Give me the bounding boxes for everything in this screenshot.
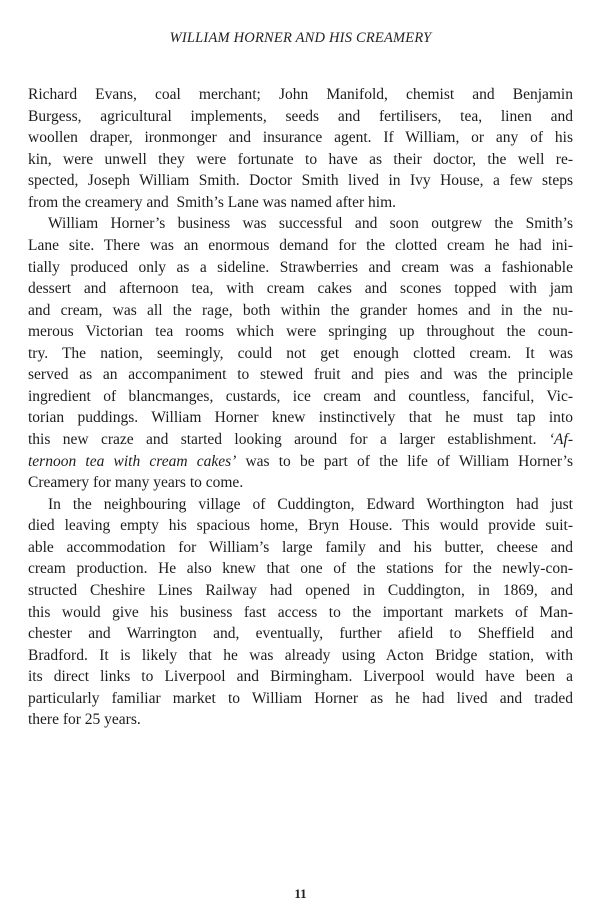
- text-line: spected, Joseph William Smith. Doctor Smith lived in Ivy House, a few steps: [28, 172, 573, 190]
- text-line: tially produced only as a sideline. Strawberries and cream was a fashionable: [28, 258, 573, 276]
- text-line: Richard Evans, coal merchant; John Manifold, chemist and Benjamin: [28, 86, 573, 103]
- text-line: died leaving empty his spacious home, Bryn House. This would provide suit-: [28, 517, 573, 535]
- text-line: served as an accompaniment to stewed fruit and pies and was the principle: [28, 366, 573, 384]
- paragraph: [28, 84, 573, 213]
- text-line: this would give his business fast access to the important markets of Man-: [28, 603, 573, 621]
- text-line: structed Cheshire Lines Railway had opened in Cuddington, in 1869, and: [28, 581, 573, 599]
- text-line: there for 25 years.: [28, 711, 141, 729]
- text-line: ingredient of blancmanges, custards, ice cream and countless, fanciful, Vic-: [28, 387, 573, 405]
- paragraph: [28, 213, 573, 493]
- text-line: Lane site. There was an enormous demand for the clotted cream he had ini-: [28, 236, 573, 254]
- text-line: try. The nation, seemingly, could not get enough clotted cream. It was: [28, 344, 573, 362]
- text-line: chester and Warrington and, eventually, further afield to Sheffield and: [28, 625, 573, 643]
- text-line: from the creamery and Smith’s Lane was named after him.: [28, 193, 396, 211]
- text-line: torian puddings. William Horner knew instinctively that he must tap into: [28, 409, 573, 427]
- text-line: cream production. He also knew that one of the stations for the newly-con-: [28, 560, 573, 578]
- text-line: woollen draper, ironmonger and insurance agent. If William, or any of his: [28, 129, 573, 147]
- page-body-text: [28, 84, 573, 731]
- italic-text-segment: ternoon tea with cream cakes’: [28, 452, 237, 470]
- text-line: Creamery for many years to come.: [28, 474, 244, 492]
- running-header: WILLIAM HORNER AND HIS CREAMERY: [169, 30, 432, 46]
- text-line: Bradford. It is likely that he was already using Acton Bridge station, with: [28, 646, 573, 664]
- text-line: [28, 451, 573, 473]
- text-line: particularly familiar market to William Horner as he had lived and traded: [28, 689, 573, 707]
- paragraph: [28, 494, 573, 731]
- text-line: able accommodation for William’s large family and his butter, cheese and: [28, 538, 573, 556]
- text-line: [28, 429, 573, 451]
- page-number: 11: [294, 886, 307, 901]
- text-line: its direct links to Liverpool and Birmingham. Liverpool would have been a: [28, 668, 573, 686]
- italic-text-segment: ‘Af-: [548, 431, 573, 448]
- text-line: and cream, was all the rage, both within the grander homes and in the nu-: [28, 301, 573, 319]
- text-line: dessert and afternoon tea, with cream cakes and scones topped with jam: [28, 280, 573, 298]
- text-segment: was to be part of the life of William Horner’s: [236, 452, 573, 470]
- text-segment: this new craze and started looking around for a larger establishment.: [28, 431, 549, 448]
- text-line: Burgess, agricultural implements, seeds and fertilisers, tea, linen and: [28, 107, 573, 125]
- text-line: In the neighbouring village of Cuddington, Edward Worthington had just: [48, 495, 573, 513]
- text-line: William Horner’s business was successful and soon outgrew the Smith’s: [48, 215, 573, 233]
- text-line: kin, were unwell they were fortunate to have as their doctor, the well re-: [28, 150, 573, 168]
- text-line: merous Victorian tea rooms which were springing up throughout the coun-: [28, 323, 573, 341]
